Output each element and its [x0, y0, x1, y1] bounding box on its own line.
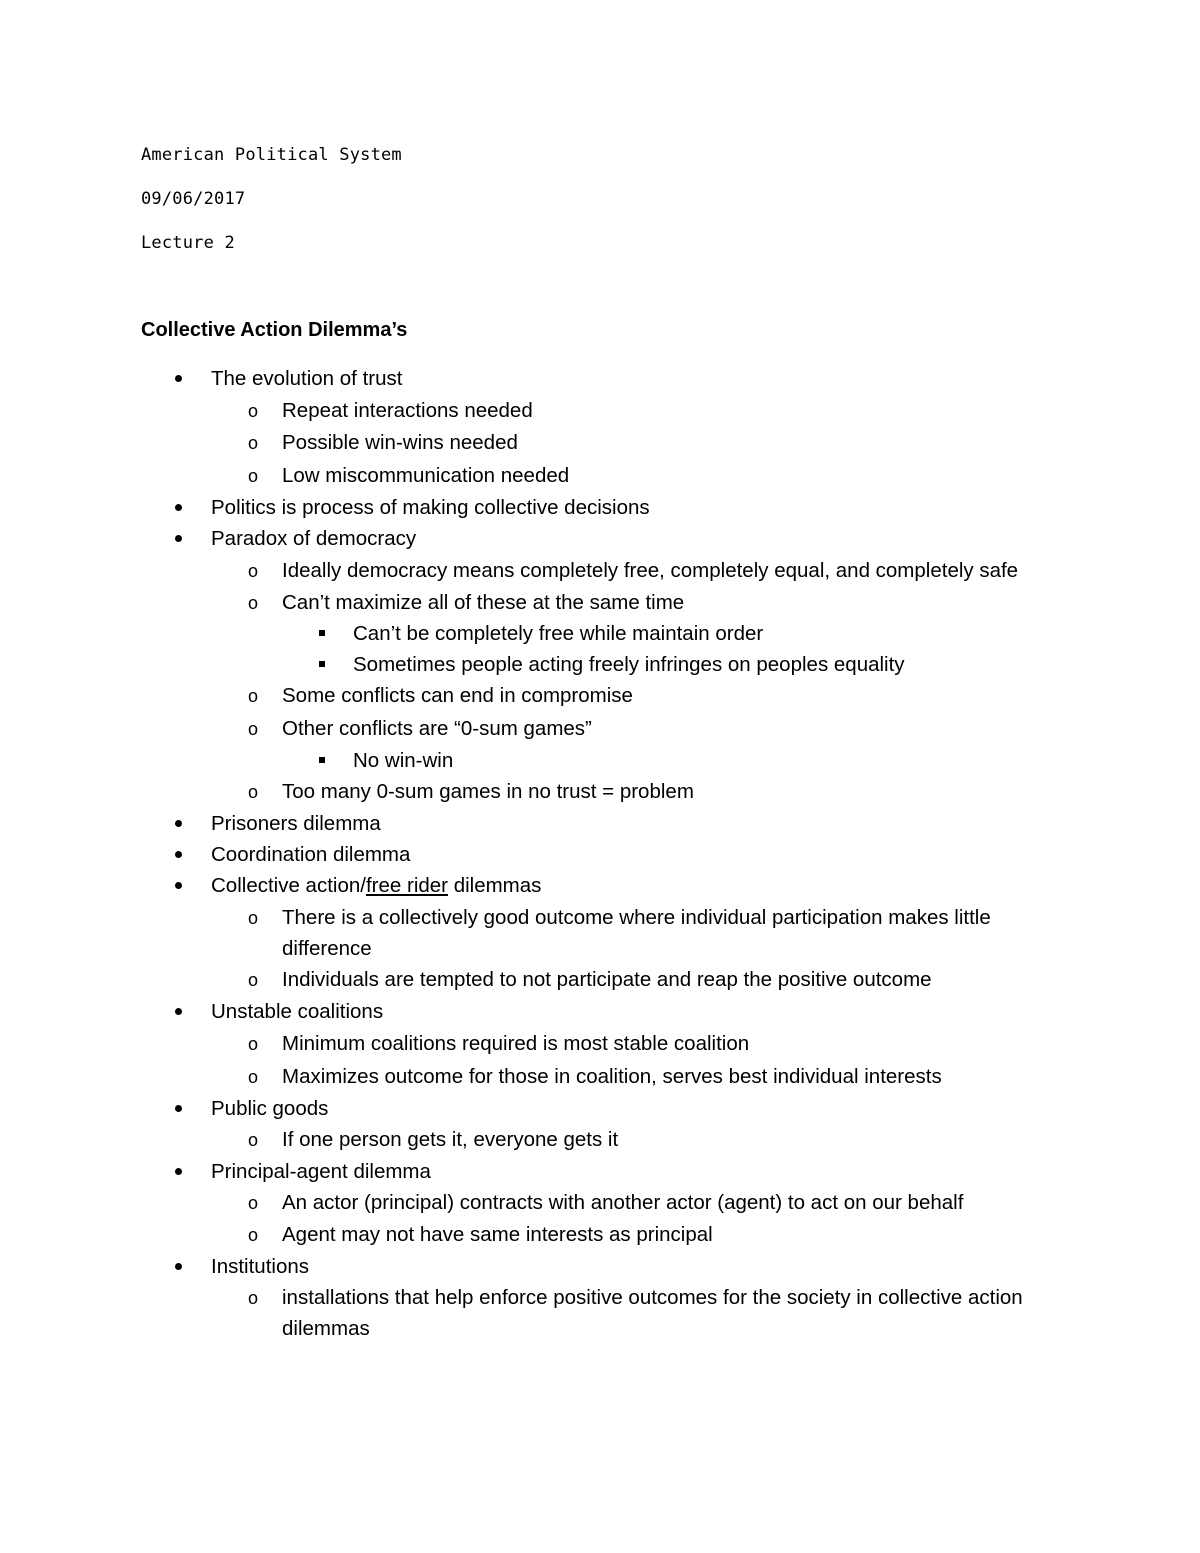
- bullet-disc-icon: [175, 375, 182, 382]
- list-item: o Some conflicts can end in compromise: [248, 684, 633, 707]
- bullet-circle-icon: o: [248, 970, 259, 990]
- list-item: o Can’t maximize all of these at the same time: [248, 591, 685, 614]
- bullet-disc-icon: [175, 851, 182, 858]
- bullet-disc-icon: [175, 535, 182, 542]
- list-item: No win-win: [353, 745, 453, 776]
- bullet-disc-icon: [175, 1168, 182, 1175]
- section-title: Collective Action Dilemma’s: [141, 319, 408, 341]
- bullet-circle-icon: o: [248, 1193, 259, 1213]
- list-item: o Too many 0-sum games in no trust = problem: [248, 780, 694, 803]
- list-item: o Low miscommunication needed: [248, 464, 570, 487]
- course-title: American Political System: [141, 145, 402, 165]
- list-item: o Agent may not have same interests as principal: [248, 1223, 713, 1246]
- bullet-circle-icon: o: [248, 561, 259, 581]
- bullet-circle-icon: o: [248, 1288, 259, 1308]
- bullet-disc-icon: [175, 1105, 182, 1112]
- bullet-circle-icon: o: [248, 593, 259, 613]
- bullet-square-icon: [319, 661, 325, 667]
- bullet-disc-icon: [175, 820, 182, 827]
- list-item: o Individuals are tempted to not participate and reap the positive outcome: [248, 968, 932, 991]
- bullet-circle-icon: o: [248, 466, 259, 486]
- bullet-disc-icon: [175, 1008, 182, 1015]
- list-item: Coordination dilemma: [211, 839, 410, 870]
- underlined-term: free rider: [365, 874, 448, 897]
- list-item: o Maximizes outcome for those in coalition, serves best individual interests: [248, 1065, 942, 1088]
- list-item: o Minimum coalitions required is most stable coalition: [248, 1032, 750, 1055]
- bullet-circle-icon: o: [248, 401, 259, 421]
- bullet-circle-icon: o: [248, 1034, 259, 1054]
- list-item: o If one person gets it, everyone gets it: [248, 1128, 619, 1151]
- list-item: o installations that help enforce positive outcomes for the society in collective action dilemmas: [248, 1286, 1023, 1340]
- bullet-disc-icon: [175, 1263, 182, 1270]
- bullet-circle-icon: o: [248, 1225, 259, 1245]
- list-item: o Possible win-wins needed: [248, 431, 518, 454]
- list-item: Principal-agent dilemma: [211, 1156, 431, 1187]
- bullet-square-icon: [319, 630, 325, 636]
- list-item: Paradox of democracy: [211, 523, 416, 554]
- bullet-circle-icon: o: [248, 782, 259, 802]
- bullet-circle-icon: o: [248, 1067, 259, 1087]
- bullet-circle-icon: o: [248, 433, 259, 453]
- list-item: Unstable coalitions: [211, 996, 383, 1027]
- list-item: o Other conflicts are “0-sum games”: [248, 717, 592, 740]
- list-item: The evolution of trust: [211, 363, 402, 394]
- list-item: Institutions: [211, 1251, 309, 1282]
- bullet-circle-icon: o: [248, 908, 259, 928]
- list-item: o An actor (principal) contracts with another actor (agent) to act on our behalf: [248, 1191, 964, 1214]
- bullet-square-icon: [319, 757, 325, 763]
- bullet-disc-icon: [175, 504, 182, 511]
- list-item: Politics is process of making collective decisions: [211, 492, 650, 523]
- list-item: o Repeat interactions needed: [248, 399, 533, 422]
- bullet-circle-icon: o: [248, 1130, 259, 1150]
- list-item: Prisoners dilemma: [211, 808, 381, 839]
- list-item: Collective action/free rider dilemmas: [211, 870, 541, 901]
- lecture-number: Lecture 2: [141, 233, 235, 253]
- lecture-date: 09/06/2017: [141, 189, 246, 209]
- list-item: o There is a collectively good outcome where individual participation makes little difference: [248, 906, 991, 960]
- list-item: Can’t be completely free while maintain order: [353, 618, 763, 649]
- bullet-circle-icon: o: [248, 719, 259, 739]
- list-item: Sometimes people acting freely infringes on peoples equality: [353, 649, 905, 680]
- list-item: Public goods: [211, 1093, 328, 1124]
- bullet-disc-icon: [175, 882, 182, 889]
- list-item: o Ideally democracy means completely free, completely equal, and completely safe: [248, 559, 1019, 582]
- bullet-circle-icon: o: [248, 686, 259, 706]
